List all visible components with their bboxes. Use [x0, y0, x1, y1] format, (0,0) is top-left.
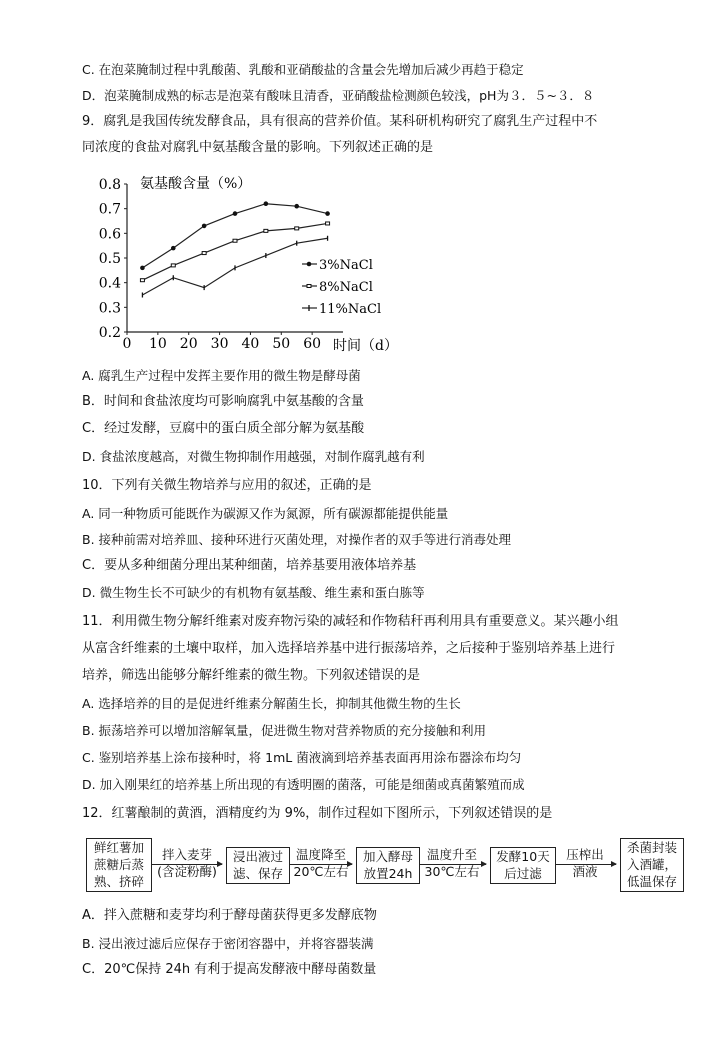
- data-point: [171, 246, 176, 251]
- x-tick-label: 0: [122, 336, 132, 352]
- q10-option-b: B. 接种前需对培养皿、接种环进行灭菌处理，对操作者的双手等进行消毒处理: [82, 532, 512, 547]
- chart-legend: [302, 258, 381, 317]
- data-point: [140, 279, 144, 282]
- legend-marker: [307, 285, 311, 288]
- y-tick-label: 0.2: [98, 325, 121, 341]
- series-line: [142, 223, 327, 280]
- flow-label-4: 压榨出 酒液: [566, 847, 604, 879]
- q9-option-b: B．时间和食盐浓度均可影响腐乳中氨基酸的含量: [82, 394, 364, 409]
- flow-label-2: 温度降至 20℃左右: [293, 847, 349, 879]
- q12-stem: 12．红薯酿制的黄酒，酒精度约为 9%，制作过程如下图所示，下列叙述错误的是: [82, 806, 553, 821]
- legend-label: 11%NaCl: [319, 302, 382, 317]
- chart-series: [140, 201, 330, 297]
- data-point: [264, 201, 269, 206]
- data-point: [325, 211, 330, 216]
- x-tick-label: 50: [272, 336, 291, 352]
- data-point: [233, 211, 238, 216]
- line-d: D．泡菜腌制成熟的标志是泡菜有酸味且清香，亚硝酸盐检测颜色较浅，pH为３．５~３．８: [82, 88, 595, 103]
- flow-step-5: 杀菌封装 入酒罐， 低温保存: [620, 838, 684, 892]
- x-tick-label: 60: [303, 336, 322, 352]
- data-point: [171, 264, 175, 267]
- y-tick-label: 0.6: [98, 226, 121, 243]
- data-point: [295, 227, 299, 230]
- flow-step-4: 发酵10天 后过滤: [490, 847, 556, 884]
- q10-stem: 10．下列有关微生物培养与应用的叙述，正确的是: [82, 478, 372, 493]
- q12-option-b: B. 浸出液过滤后应保存于密闭容器中，并将容器装满: [82, 936, 374, 951]
- flow-step-1: 鲜红薯加 蔗糖后蒸 熟、挤碎: [86, 838, 152, 892]
- data-point: [202, 224, 207, 229]
- q11-stem-2: 从富含纤维素的土壤中取样，加入选择培养基中进行振荡培养，之后接种于鉴别培养基上进行: [82, 641, 616, 656]
- chart-x-label: 时间（d）: [333, 338, 398, 354]
- q11-option-a: A. 选择培养的目的是促进纤维素分解菌生长，抑制其他微生物的生长: [82, 696, 461, 711]
- flow-label-3: 温度升至 30℃左右: [424, 847, 480, 879]
- q11-option-d: D. 加入刚果红的培养基上所出现的有透明圈的菌落，可能是细菌或真菌繁殖而成: [82, 777, 525, 792]
- y-tick-label: 0.7: [98, 201, 121, 218]
- q9-option-a: A. 腐乳生产过程中发挥主要作用的微生物是酵母菌: [82, 368, 361, 383]
- chart-axes: [127, 184, 343, 332]
- amino-acid-chart: [95, 170, 415, 355]
- line-c: C. 在泡菜腌制过程中乳酸菌、乳酸和亚硝酸盐的含量会先增加后减少再趋于稳定: [82, 62, 524, 77]
- q9-option-d: D. 食盐浓度越高，对微生物抑制作用越强，对制作腐乳越有利: [82, 449, 425, 464]
- x-tick-label: 10: [148, 336, 167, 352]
- x-tick-label: 20: [179, 336, 198, 352]
- flow-step-3: 加入酵母 放置24h: [356, 847, 420, 884]
- q11-stem-3: 培养，筛选出能够分解纤维素的微生物。下列叙述错误的是: [82, 668, 421, 683]
- y-tick-label: 0.5: [98, 251, 121, 267]
- y-tick-label: 0.8: [98, 177, 121, 193]
- q11-stem-1: 11．利用微生物分解纤维素对废弃物污染的减轻和作物秸秆再利用具有重要意义。某兴趣小组: [82, 614, 619, 629]
- q9-stem-1: 9．腐乳是我国传统发酵食品，具有很高的营养价值。某科研机构研究了腐乳生产过程中不: [82, 114, 598, 129]
- y-tick-label: 0.4: [98, 275, 121, 292]
- chart-title: 氨基酸含量（%）: [140, 176, 252, 192]
- y-tick-label: 0.3: [98, 300, 121, 317]
- q12-option-c: C．20℃保持 24h 有利于提高发酵液中酵母菌数量: [82, 962, 377, 977]
- q9-stem-2: 同浓度的食盐对腐乳中氨基酸含量的影响。下列叙述正确的是: [82, 140, 434, 155]
- flow-label-1: 拌入麦芽 (含淀粉酶): [157, 847, 217, 879]
- q11-option-c: C. 鉴别培养基上涂布接种时，将 1mL 菌液滴到培养基表面再用涂布器涂布均匀: [82, 750, 522, 765]
- q10-option-c: C．要从多种细菌分理出某种细菌，培养基要用液体培养基: [82, 558, 417, 573]
- data-point: [294, 204, 299, 209]
- data-point: [202, 252, 206, 255]
- data-point: [140, 266, 145, 271]
- wine-process-flowchart: [82, 836, 712, 896]
- q9-option-c: C．经过发酵，豆腐中的蛋白质全部分解为氨基酸: [82, 421, 365, 436]
- flow-step-2: 浸出液过 滤、保存: [226, 847, 290, 884]
- x-tick-label: 40: [241, 336, 260, 352]
- data-point: [264, 229, 268, 232]
- x-tick-label: 30: [210, 336, 229, 352]
- legend-marker: [307, 262, 312, 267]
- data-point: [326, 222, 330, 225]
- legend-label: 8%NaCl: [319, 280, 373, 295]
- q10-option-a: A. 同一种物质可能既作为碳源又作为氮源，所有碳源都能提供能量: [82, 506, 449, 521]
- q11-option-b: B. 振荡培养可以增加溶解氧量，促进微生物对营养物质的充分接触和利用: [82, 723, 487, 738]
- q10-option-d: D. 微生物生长不可缺少的有机物有氨基酸、维生素和蛋白胨等: [82, 585, 425, 600]
- data-point: [233, 239, 237, 242]
- chart-ticks: [99, 177, 321, 352]
- legend-label: 3%NaCl: [319, 258, 373, 273]
- q12-option-a: A．拌入蔗糖和麦芽均利于酵母菌获得更多发酵底物: [82, 908, 377, 923]
